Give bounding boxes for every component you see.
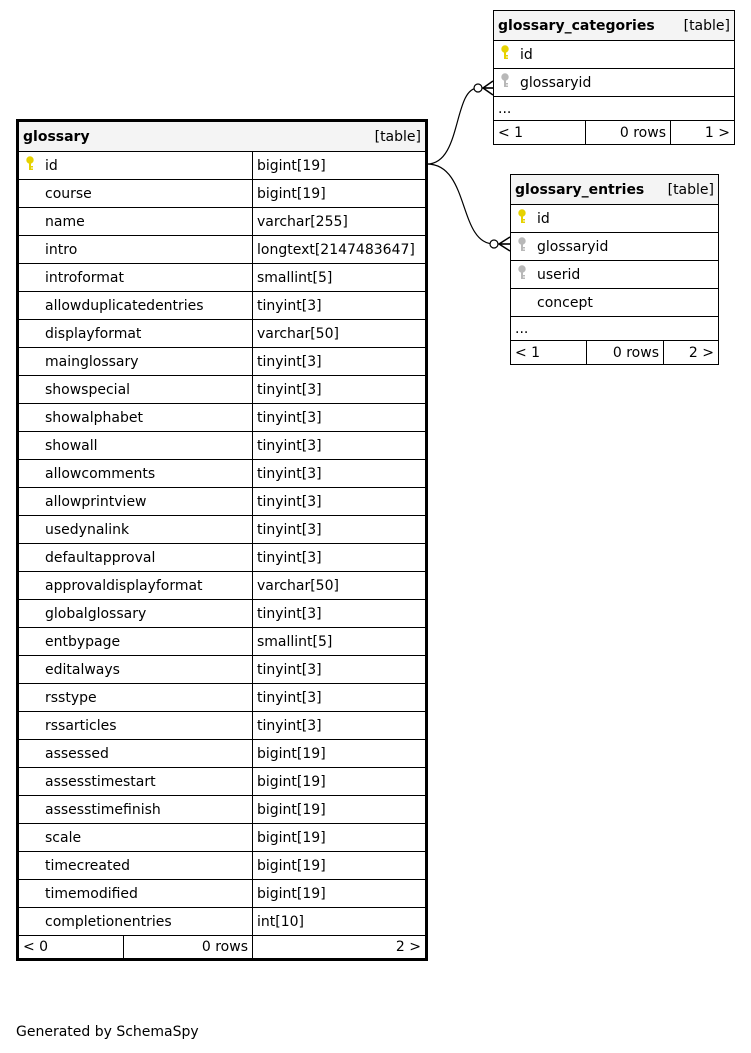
column-type: tinyint[3] xyxy=(257,409,322,426)
table-glossary-categories[interactable] xyxy=(493,10,735,145)
children-count: 2 > xyxy=(395,939,421,955)
table-row xyxy=(494,41,735,69)
column-name: rssarticles xyxy=(45,717,117,734)
column-name: introformat xyxy=(45,269,124,286)
table-row xyxy=(511,233,719,261)
parents-count: < 0 xyxy=(23,939,49,955)
column-name: allowprintview xyxy=(45,493,147,510)
column-type: bigint[19] xyxy=(257,157,326,174)
table-row xyxy=(18,208,427,236)
column-name-cell xyxy=(18,516,253,544)
column-type-cell xyxy=(253,376,427,404)
table-kind: [table] xyxy=(667,181,714,198)
table-header xyxy=(18,121,427,152)
crowfoot-categories xyxy=(483,81,493,95)
row-count: 0 rows xyxy=(612,344,659,361)
column-type-cell xyxy=(253,432,427,460)
column-type: tinyint[3] xyxy=(257,297,322,314)
table-row xyxy=(18,908,427,936)
column-type-cell xyxy=(253,208,427,236)
table-ellipsis-row xyxy=(494,97,735,121)
column-name-cell xyxy=(18,404,253,432)
column-type-cell xyxy=(253,852,427,880)
column-name: completionentries xyxy=(45,913,172,930)
table-name: glossary_categories xyxy=(498,17,655,34)
column-name: allowduplicatedentries xyxy=(45,297,204,314)
table-row xyxy=(18,488,427,516)
table-glossary-entries[interactable] xyxy=(510,174,719,365)
column-name-cell xyxy=(18,292,253,320)
column-type-cell xyxy=(253,880,427,908)
column-name: allowcomments xyxy=(45,465,156,482)
column-type-cell xyxy=(253,572,427,600)
column-type: tinyint[3] xyxy=(257,717,322,734)
column-type-cell xyxy=(253,264,427,292)
column-name-cell xyxy=(18,740,253,768)
column-name: usedynalink xyxy=(45,521,130,538)
column-name: showalphabet xyxy=(45,409,143,426)
column-name-cell xyxy=(18,180,253,208)
column-name-cell xyxy=(18,376,253,404)
column-name-cell xyxy=(18,768,253,796)
column-name-cell xyxy=(18,208,253,236)
column-type: bigint[19] xyxy=(257,773,326,790)
column-name: defaultapproval xyxy=(45,549,156,566)
optional-marker-entries xyxy=(490,240,498,248)
column-type-cell xyxy=(253,516,427,544)
table-row xyxy=(18,180,427,208)
column-type: bigint[19] xyxy=(257,829,326,846)
column-type: bigint[19] xyxy=(257,885,326,902)
table-row xyxy=(18,376,427,404)
column-name-cell xyxy=(18,236,253,264)
column-type-cell xyxy=(253,460,427,488)
column-type-cell xyxy=(253,488,427,516)
column-type: int[10] xyxy=(257,913,304,930)
column-name-cell xyxy=(18,572,253,600)
foreign-key-icon xyxy=(517,265,537,285)
column-type-cell xyxy=(253,768,427,796)
column-type: bigint[19] xyxy=(257,745,326,762)
primary-key-icon xyxy=(500,45,520,65)
table-row xyxy=(511,205,719,233)
column-name: timemodified xyxy=(45,885,138,902)
table-footer xyxy=(511,341,719,365)
column-name-cell xyxy=(18,544,253,572)
table-row xyxy=(511,261,719,289)
column-type-cell xyxy=(253,908,427,936)
table-row xyxy=(18,264,427,292)
column-type: tinyint[3] xyxy=(257,437,322,454)
column-name-cell xyxy=(18,264,253,292)
column-type-cell xyxy=(253,320,427,348)
column-name-cell xyxy=(18,684,253,712)
table-row xyxy=(18,824,427,852)
column-type: tinyint[3] xyxy=(257,465,322,482)
column-name-cell xyxy=(18,656,253,684)
column-name-cell xyxy=(18,460,253,488)
column-name: showspecial xyxy=(45,381,131,398)
table-name: glossary_entries xyxy=(515,181,645,198)
table-row xyxy=(18,768,427,796)
table-footer xyxy=(18,936,427,960)
column-name: assesstimefinish xyxy=(45,801,161,818)
column-type-cell xyxy=(253,740,427,768)
table-name: glossary xyxy=(23,128,90,145)
crowfoot-entries xyxy=(499,237,510,251)
column-name: showall xyxy=(45,437,98,454)
parents-count: < 1 xyxy=(515,344,541,361)
column-name: id xyxy=(45,157,58,174)
table-row xyxy=(18,348,427,376)
column-type: bigint[19] xyxy=(257,857,326,874)
column-name: approvaldisplayformat xyxy=(45,577,203,594)
row-count: 0 rows xyxy=(201,939,248,955)
table-row xyxy=(18,572,427,600)
table-row xyxy=(18,516,427,544)
table-row xyxy=(18,236,427,264)
column-type: tinyint[3] xyxy=(257,661,322,678)
column-type-cell xyxy=(253,180,427,208)
column-type-cell xyxy=(253,796,427,824)
column-name-cell xyxy=(18,432,253,460)
table-row xyxy=(18,460,427,488)
column-name-cell xyxy=(18,320,253,348)
column-name-cell xyxy=(18,796,253,824)
table-row xyxy=(18,852,427,880)
table-row xyxy=(18,292,427,320)
table-row xyxy=(18,684,427,712)
column-type-cell xyxy=(253,236,427,264)
column-type: tinyint[3] xyxy=(257,689,322,706)
column-type-cell xyxy=(253,712,427,740)
table-row xyxy=(18,880,427,908)
column-name: glossaryid xyxy=(537,238,609,255)
table-row xyxy=(18,544,427,572)
table-row xyxy=(18,320,427,348)
table-kind: [table] xyxy=(374,128,421,145)
children-count: 1 > xyxy=(704,124,730,141)
column-name: glossaryid xyxy=(520,74,592,91)
ellipsis: ... xyxy=(515,320,529,337)
table-row xyxy=(18,432,427,460)
column-name: globalglossary xyxy=(45,605,147,622)
column-type: longtext[2147483647] xyxy=(257,241,415,258)
column-name: id xyxy=(520,46,533,63)
column-name: name xyxy=(45,213,85,230)
column-type: varchar[50] xyxy=(257,577,339,594)
column-type: tinyint[3] xyxy=(257,605,322,622)
column-name: assesstimestart xyxy=(45,773,156,790)
column-name-cell xyxy=(18,628,253,656)
column-name: displayformat xyxy=(45,325,142,342)
table-row xyxy=(494,69,735,97)
relationship-line-entries xyxy=(427,164,510,244)
column-name: entbypage xyxy=(45,633,121,650)
column-name-cell xyxy=(18,824,253,852)
column-type-cell xyxy=(253,292,427,320)
column-name-cell xyxy=(18,712,253,740)
column-type-cell xyxy=(253,656,427,684)
row-count: 0 rows xyxy=(619,124,666,141)
column-name: course xyxy=(45,185,92,202)
column-type: tinyint[3] xyxy=(257,549,322,566)
foreign-key-icon xyxy=(517,237,537,257)
column-type: varchar[255] xyxy=(257,213,348,230)
column-name: scale xyxy=(45,829,82,846)
column-name-cell xyxy=(18,880,253,908)
foreign-key-icon xyxy=(500,73,520,93)
column-name-cell xyxy=(18,488,253,516)
column-name: mainglossary xyxy=(45,353,139,370)
column-name: id xyxy=(537,210,550,227)
children-count: 2 > xyxy=(688,344,714,361)
column-name-cell xyxy=(18,348,253,376)
column-type: smallint[5] xyxy=(257,269,333,286)
table-row xyxy=(18,712,427,740)
column-type: tinyint[3] xyxy=(257,381,322,398)
table-row xyxy=(511,289,719,317)
table-header xyxy=(511,175,719,205)
column-type: tinyint[3] xyxy=(257,521,322,538)
column-name-cell xyxy=(18,600,253,628)
table-kind: [table] xyxy=(683,17,730,34)
table-row xyxy=(18,404,427,432)
relationship-line-categories xyxy=(427,88,493,164)
generated-by-footer: Generated by SchemaSpy xyxy=(16,1024,199,1040)
column-name: concept xyxy=(537,294,593,311)
column-name: timecreated xyxy=(45,857,130,874)
primary-key-icon xyxy=(517,209,537,229)
table-glossary[interactable] xyxy=(16,119,428,961)
table-header xyxy=(494,11,735,41)
table-row xyxy=(18,656,427,684)
column-name-cell xyxy=(18,152,253,180)
table-row xyxy=(18,600,427,628)
column-type: varchar[50] xyxy=(257,325,339,342)
ellipsis: ... xyxy=(498,100,512,117)
column-name-cell xyxy=(18,908,253,936)
table-row xyxy=(18,152,427,180)
primary-key-icon xyxy=(25,156,45,176)
table-row xyxy=(18,796,427,824)
table-footer xyxy=(494,121,735,145)
column-type-cell xyxy=(253,152,427,180)
table-row xyxy=(18,628,427,656)
column-type-cell xyxy=(253,628,427,656)
table-ellipsis-row xyxy=(511,317,719,341)
column-type-cell xyxy=(253,684,427,712)
column-type-cell xyxy=(253,600,427,628)
column-type: tinyint[3] xyxy=(257,353,322,370)
column-type: bigint[19] xyxy=(257,801,326,818)
column-name-cell xyxy=(18,852,253,880)
column-name: userid xyxy=(537,266,581,283)
table-row xyxy=(18,740,427,768)
column-type-cell xyxy=(253,348,427,376)
column-type: bigint[19] xyxy=(257,185,326,202)
column-type: tinyint[3] xyxy=(257,493,322,510)
column-name: intro xyxy=(45,241,78,258)
column-type-cell xyxy=(253,824,427,852)
parents-count: < 1 xyxy=(498,124,524,141)
column-name: assessed xyxy=(45,745,109,762)
optional-marker-categories xyxy=(474,84,482,92)
column-name: editalways xyxy=(45,661,120,678)
column-type-cell xyxy=(253,404,427,432)
column-type: smallint[5] xyxy=(257,633,333,650)
column-type-cell xyxy=(253,544,427,572)
column-name: rsstype xyxy=(45,689,97,706)
